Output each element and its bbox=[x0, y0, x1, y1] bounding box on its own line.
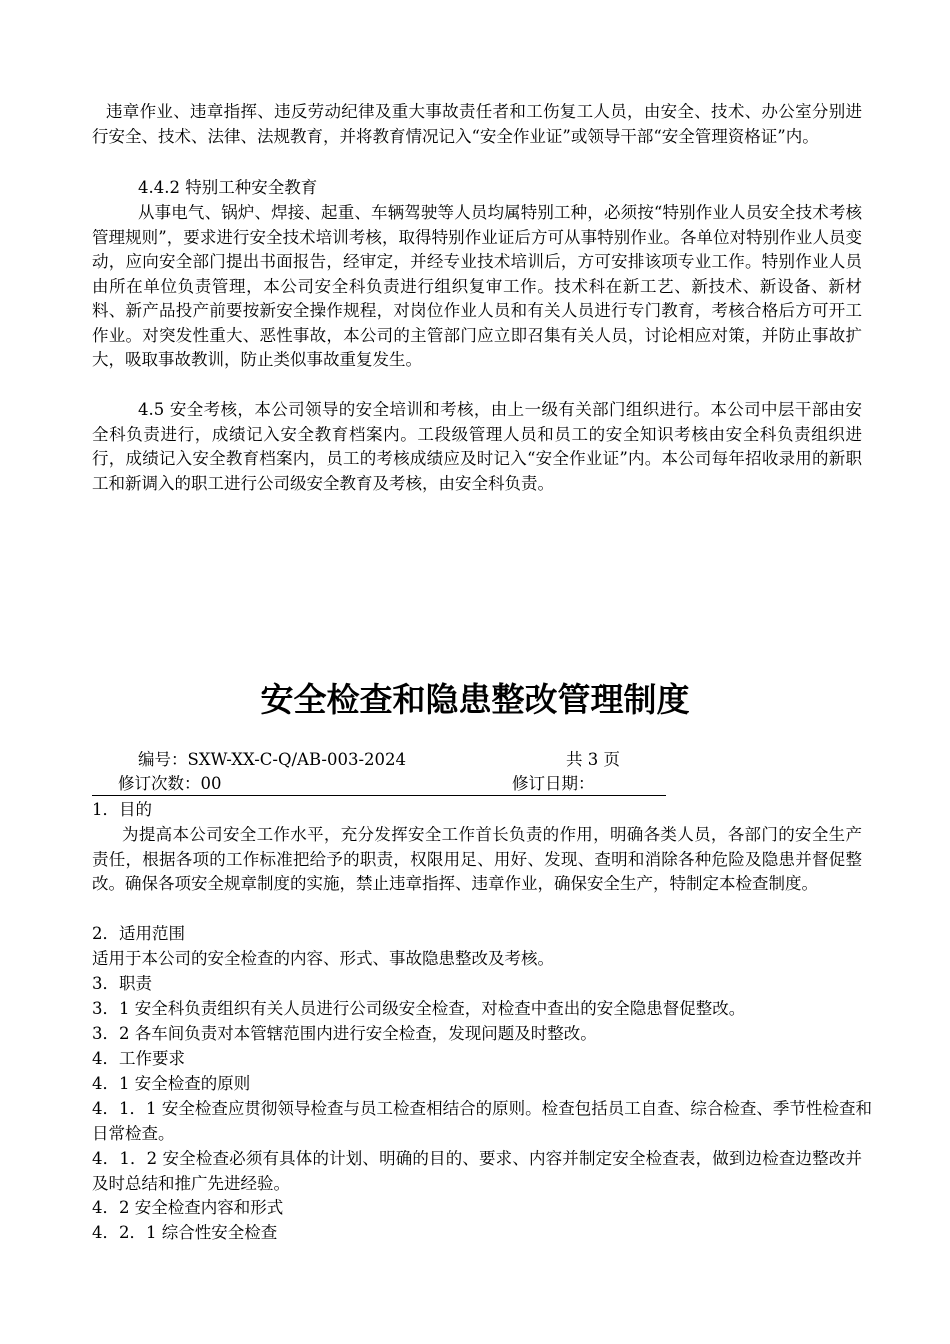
revision-row bbox=[92, 773, 666, 796]
section-2-text: 适用于本公司的安全检查的内容、形式、事故隐患整改及考核。 bbox=[92, 949, 554, 968]
document-code: 编号：SXW-XX-C-Q/AB-003-2024 bbox=[138, 750, 407, 769]
heading-4-4-2: 4.4.2 特别工种安全教育 bbox=[138, 178, 318, 197]
section-1-heading: 1．目的 bbox=[92, 800, 152, 819]
section-3-heading: 3．职责 bbox=[92, 974, 152, 993]
revision-count: 修订次数：00 bbox=[118, 774, 222, 793]
section-4-1: 4．1 安全检查的原则 bbox=[92, 1074, 251, 1093]
para-4-5-assessment: 4.5 安全考核，本公司领导的安全培训和考核，由上一级有关部门组织进行。本公司中层干部由安全科负责进行，成绩记入安全教育档案内。工段级管理人员和员工的安全知识考核由安全科负责组织进行，成绩记入安全教育档案内，员工的考核成绩应及时记入“安全作业证”内。本公司每年招收录用的新职工和新调入的职工进行公司级安全教育及考核，由安全科负责。 bbox=[92, 400, 862, 493]
para-violation-education: 违章作业、违章指挥、违反劳动纪律及重大事故责任者和工伤复工人员，由安全、技术、办公室分别进行安全、技术、法律、法规教育，并将教育情况记入“安全作业证”或领导干部“安全管理资格证”内。 bbox=[92, 102, 862, 146]
para-special-work: 从事电气、锅炉、焊接、起重、车辆驾驶等人员均属特别工种，必须按“特别作业人员安全技术考核管理规则”，要求进行安全技术培训考核，取得特别作业证后方可从事特别作业。各单位对特别作业人员变动，应向安全部门提出书面报告，经审定，并经专业技术培训后，方可安排该项专业工作。特别作业人员由所在单位负责管理，本公司安全科负责进行组织复审工作。技术科在新工艺、新技术、新设备、新材料、新产品投产前要按新安全操作规程，对岗位作业人员和有关人员进行专门教育，考核合格后方可开工作业。对突发性重大、恶性事故，本公司的主管部门应立即召集有关人员，讨论相应对策，并防止事故扩大，吸取事故教训，防止类似事故重复发生。 bbox=[92, 203, 862, 369]
section-4-heading: 4．工作要求 bbox=[92, 1049, 185, 1068]
section-4-1-2: 4．1．2 安全检查必须有具体的计划、明确的目的、要求、内容并制定安全检查表，做到边检查边整改并及时总结和推广先进经验。 bbox=[92, 1149, 862, 1193]
revision-date: 修订日期： bbox=[512, 774, 595, 793]
section-4-2: 4．2 安全检查内容和形式 bbox=[92, 1198, 284, 1217]
section-4-2-1: 4．2．1 综合性安全检查 bbox=[92, 1223, 278, 1242]
page-count: 共 3 页 bbox=[566, 750, 620, 769]
section-2-heading: 2．适用范围 bbox=[92, 924, 185, 943]
section-3-2: 3．2 各车间负责对本管辖范围内进行安全检查，发现问题及时整改。 bbox=[92, 1024, 597, 1043]
section-3-1: 3．1 安全科负责组织有关人员进行公司级安全检查，对检查中查出的安全隐患督促整改。 bbox=[92, 999, 746, 1018]
section-4-1-1: 4．1．1 安全检查应贯彻领导检查与员工检查相结合的原则。检查包括员工自查、综合检查、季节性检查和日常检查。 bbox=[92, 1099, 872, 1143]
section-1-text: 为提高本公司安全工作水平，充分发挥安全工作首长负责的作用，明确各类人员，各部门的安全生产责任，根据各项的工作标准把给予的职责，权限用足、用好、发现、查明和消除各种危险及隐患并督促整改。确保各项安全规章制度的实施，禁止违章指挥、违章作业，确保安全生产，特制定本检查制度。 bbox=[92, 825, 862, 893]
document-title: 安全检查和隐患整改管理制度 bbox=[260, 680, 690, 719]
